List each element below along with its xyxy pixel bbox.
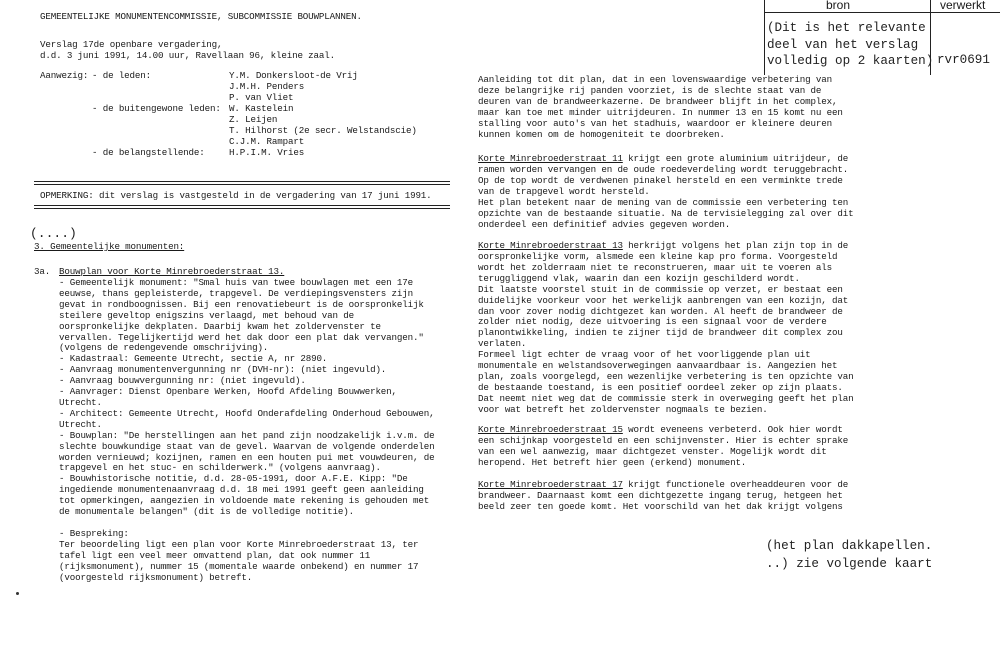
item-body: - Gemeentelijk monument: "Smal huis van twee bouwlagen met een 17e eeuwse, thans gepleisterde, trapgevel. De verdiepingsvensters zijn gevat in rondboognissen. Bij een renovatiebeurt is de oorspronkelijk steilere geveltop enigszins verlaagd, met behoud van de oorspronkelijke dekplaten. Daarbij kwam het zoldervenster te vervallen. Tegelijkertijd werd het dak door een plat dak vervangen." (volgens de redengevende omschrijving). - Kadastraal: Gemeente Utrecht, sectie A, nr 2890. - Aanvraag monumentenvergunning nr (DVH-nr): (niet ingevuld). - Aanvraag bouwvergunning nr: (niet ingevuld). - Aanvrager: Dienst Openbare Werken, Hoofd Afdeling Bouwwerken, Utrecht. - Architect: Gemeente Utrecht, Hoofd Onderafdeling Onderhoud Gebouwen, Utrecht. - Bouwplan: "De herstellingen aan het pand zijn noodzakelijk i.v.m. de slechte bouwkundige staat van de gevel. Waarvan de volgende onderdelen worden vernieuwd; kozijnen, ramen en een houten pui met vouwdeuren, de trapgevel en het stuc- en schilderwerk." (volgens aanvraag). - Bouwhistorische notitie, d.d. 28-05-1991, door A.F.E. Kipp: "De ingediende monumentenaanvraag d.d. 18 mei 1991 geeft geen aanleiding tot opmerkingen, aangezien in voldoende mate rekening is gehouden met de monumentale belangen" (dit is de volledige notitie). <box>59 277 435 518</box>
street-nr17: Korte Minrebroederstraat 17 <box>478 479 623 490</box>
stamp-box <box>764 0 1000 75</box>
verwerkt-label: verwerkt <box>940 0 986 12</box>
street-nr13: Korte Minrebroederstraat 13 <box>478 240 623 251</box>
paragraph-nr15-lead: wordt eveneens verbeterd. Ook hier wordt <box>622 424 843 435</box>
meeting-line-1: Verslag 17de openbare vergadering, <box>40 39 223 50</box>
attendance-role-extraordinary: - de buitengewone leden: <box>92 103 221 114</box>
remark-rule-top <box>34 181 450 185</box>
attendance-label: Aanwezig: <box>40 70 89 81</box>
section-heading: 3. Gemeentelijke monumenten: <box>34 241 185 252</box>
document-title: GEMEENTELIJKE MONUMENTENCOMMISSIE, SUBCOMMISSIE BOUWPLANNEN. <box>40 11 362 22</box>
ellipsis-mark: (....) <box>30 226 77 241</box>
stamp-note: (Dit is het relevante deel van het verslag volledig op 2 kaarten) <box>767 21 934 68</box>
paragraph-nr17-rest: brandweer. Daarnaast komt een dichtgezette ingang terug, hetgeen het beeld zeer ten goede komt. Het voorschild van het dak krijgt volgens <box>478 490 843 512</box>
item-title: Bouwplan voor Korte Minrebroederstraat 13. <box>59 266 285 277</box>
meeting-line-2: d.d. 3 juni 1991, 14.00 uur, Ravellaan 96, kleine zaal. <box>40 50 335 61</box>
attendance-names-interested: H.P.I.M. Vries <box>229 147 305 158</box>
paragraph-nr13-rest: oorspronkelijke vorm, alsmede een kleine kap pro forma. Voorgesteld wordt het zolderraam niet te reconstrueren, maar uit te voeren als teruggliggend vlak, waarin dan een kozijn geschilderd wordt. Dit laatste voorstel stuit in de commissie op verzet, er bestaat een duidelijke voorkeur voor het werkelijk aanbrengen van een kozijn, dat dan voor zover nodig dichtgezet kan worden. Al heeft de brandweer de zolder niet nodig, deze uitvoering is een signaal voor de verdere planontwikkeling, indien te zijner tijd de brandweer dit complex zou verlaten. Formeel ligt echter de vraag voor of het voorliggende plan uit monumentale en welstandsoverwegingen aanvaardbaar is. Aangezien het plan, zoals voorgelegd, een wezenlijke verbetering is ten opzichte van de bestaande toestand, is een positief oordeel zeker op zijn plaats. Dat neemt niet weg dat de commissie sterk in overweging geeft het plan voor wat betreft het zoldervenster nogmaals te bezien. <box>478 251 854 415</box>
remark-rule-bottom <box>34 205 450 209</box>
paragraph-nr13-lead: herkrijgt volgens het plan zijn top in de <box>622 240 849 251</box>
bespreking-text: Ter beoordeling ligt een plan voor Korte Minrebroederstraat 13, ter tafel ligt een veel meer omvattend plan, dat ook nummer 11 (rijksmonument), nummer 15 (momentale waarde onbekend) en nummer 17 (voorgesteld rijksmonument) betreft. <box>59 539 419 583</box>
attendance-role-interested: - de belangstellende: <box>92 147 205 158</box>
archive-code: rvr0691 <box>937 53 990 67</box>
handwritten-footnote: (het plan dakkapellen. ..) zie volgende kaart <box>766 539 933 571</box>
attendance-names-members: Y.M. Donkersloot-de Vrij J.M.H. Penders P. van Vliet <box>229 70 358 103</box>
street-nr15: Korte Minrebroederstraat 15 <box>478 424 623 435</box>
paragraph-nr15-rest: een schijnkap voorgesteld en een schijnvenster. Hier is echter sprake van een wel aanwezig, maar dichtgezet venster. Mogelijk wordt dit heropend. Het betreft hier geen (erkend) monument. <box>478 435 849 468</box>
paragraph-nr11-lead: krijgt een grote aluminium uitrijdeur, de <box>622 153 849 164</box>
bespreking-label: - Bespreking: <box>59 528 129 539</box>
bron-label: bron <box>826 0 851 12</box>
paragraph-nr11-rest: ramen worden vervangen en de oude roedeverdeling wordt teruggebracht. Op de top wordt de verdwenen pinakel hersteld en een verminkte trede van de trapgevel wordt hersteld. Het plan betekent naar de mening van de commissie een verbetering ten opzichte van de bestaande situatie. Na de tervisielegging zal over dit onderdeel een definitief advies gegeven worden. <box>478 164 854 230</box>
attendance-names-extraordinary: W. Kastelein Z. Leijen T. Hilhorst (2e secr. Welstandscie) C.J.M. Rampart <box>229 103 417 147</box>
paragraph-nr17-lead: krijgt functionele overheaddeuren voor de <box>622 479 849 490</box>
intro-paragraph: Aanleiding tot dit plan, dat in een lovenswaardige verbetering van deze belangrijke rij panden voorziet, is de slechte staat van de deuren van de brandweerkazerne. De brandweer blijft in het complex, maar kan toe met minder uitrijdeuren. In nummer 13 en 15 komt nu een stalling voor auto's van het stadhuis, waardoor er kleinere deuren kunnen komen om de homogeniteit te doorbreken. <box>478 74 843 140</box>
street-nr11: Korte Minrebroederstraat 11 <box>478 153 623 164</box>
remark: OPMERKING: dit verslag is vastgesteld in de vergadering van 17 juni 1991. <box>40 190 432 201</box>
margin-dot <box>16 592 19 595</box>
stamp-left-border <box>764 0 765 75</box>
item-number: 3a. <box>34 266 51 277</box>
attendance-role-members: - de leden: <box>92 70 151 81</box>
